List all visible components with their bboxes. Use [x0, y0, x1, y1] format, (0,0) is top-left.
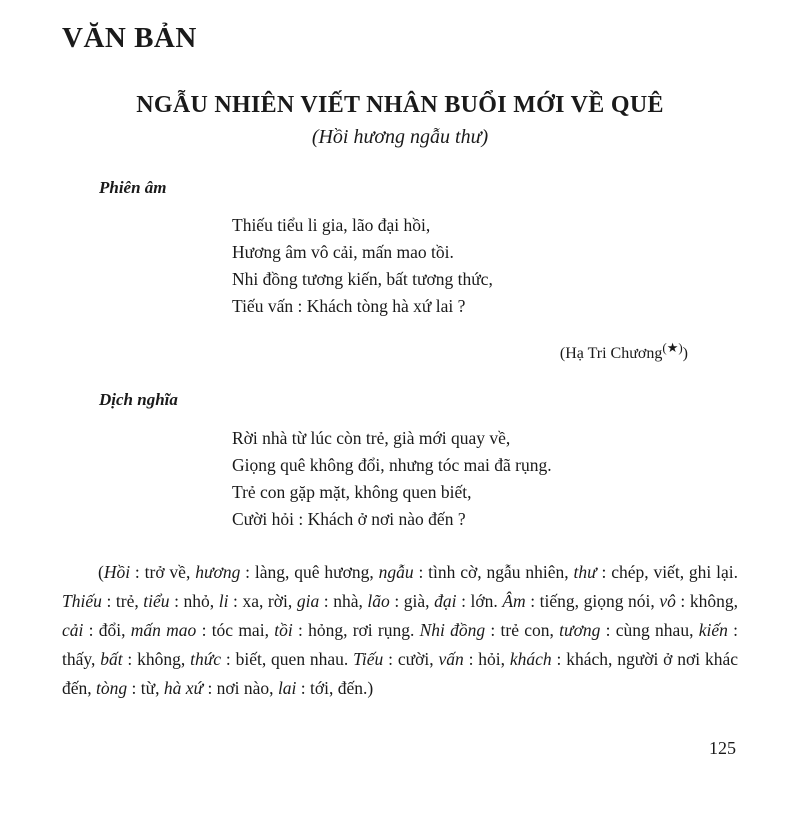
verse-line: Rời nhà từ lúc còn trẻ, già mới quay về, — [232, 428, 511, 448]
glossary-definition: : tóc mai, — [196, 620, 275, 640]
glossary-term: thức — [190, 649, 222, 669]
poem-subtitle: (Hồi hương ngẫu thư) — [311, 126, 489, 148]
verse-line: Hương âm vô cải, mấn mao tồi. — [232, 242, 454, 262]
glossary-term: Hồi — [103, 562, 131, 582]
verse-line: Thiếu tiểu li gia, lão đại hồi, — [232, 215, 431, 235]
glossary-term: cải — [62, 620, 84, 640]
notes-body — [62, 562, 738, 698]
author-name: (Hạ Tri Chương — [559, 345, 663, 362]
glossary-definition: : trẻ con, — [485, 620, 560, 640]
glossary-term: tương — [559, 620, 601, 640]
page-number: 125 — [709, 738, 736, 758]
glossary-definition: : đổi, — [83, 620, 131, 640]
glossary-term: đại — [434, 591, 457, 611]
glossary-definition: : già, — [389, 591, 435, 611]
glossary-term: lai — [277, 678, 297, 698]
phien-am-verse — [232, 212, 493, 320]
glossary-term: tồi — [274, 620, 293, 640]
verse-line: Nhi đồng tương kiến, bất tương thức, — [232, 269, 493, 289]
glossary-term: hà xứ — [163, 678, 204, 698]
glossary-definition: : trở về, — [130, 562, 196, 582]
glossary-term: Nhi đồng — [419, 620, 486, 640]
glossary-definition: : không, — [675, 591, 738, 611]
glossary-term: gia — [296, 591, 320, 611]
verse-line: Trẻ con gặp mặt, không quen biết, — [232, 482, 472, 502]
glossary-definition: : tới, đến. — [296, 678, 368, 698]
glossary-definition: : khách, người ở nơi khác đến, — [62, 649, 739, 698]
glossary-term: Tiếu — [353, 649, 384, 669]
glossary-term: vấn — [438, 649, 464, 669]
glossary-definition: : chép, viết, ghi lại. — [596, 562, 738, 582]
glossary-term: ngẫu — [378, 562, 414, 582]
glossary-term: kiến — [698, 620, 728, 640]
section-heading: VĂN BẢN — [62, 22, 197, 54]
glossary-term: tiểu — [143, 591, 170, 611]
glossary-definition: : trẻ, — [101, 591, 144, 611]
glossary-term: Thiếu — [62, 591, 102, 611]
glossary-definition: : từ, — [127, 678, 164, 698]
glossary-definition: : thấy, — [62, 620, 738, 669]
glossary-term: thư — [573, 562, 597, 582]
notes-close: ) — [367, 678, 374, 698]
glossary-definition: : làng, quê hương, — [240, 562, 379, 582]
glossary-definition: : hỏi, — [463, 649, 510, 669]
glossary-term: mấn mao — [130, 620, 197, 640]
phien-am-label: Phiên âm — [99, 178, 167, 197]
glossary-term: tòng — [96, 678, 128, 698]
glossary-term: bất — [100, 649, 123, 669]
glossary-definition: : không, — [122, 649, 191, 669]
glossary-definition: : lớn. — [456, 591, 503, 611]
notes-open: ( — [98, 562, 104, 582]
footnote-marker: (★) — [662, 340, 683, 355]
glossary-term: hương — [195, 562, 241, 582]
glossary-term: vô — [659, 591, 676, 611]
glossary-term: lão — [367, 591, 390, 611]
glossary-definition: : nhà, — [319, 591, 368, 611]
author-attribution — [560, 340, 688, 363]
dich-nghia-verse — [232, 425, 552, 533]
verse-line: Cười hỏi : Khách ở nơi nào đến ? — [232, 509, 466, 529]
glossary-definition: : xa, rời, — [228, 591, 297, 611]
glossary-definition: : tình cờ, ngẫu nhiên, — [413, 562, 574, 582]
author-close: ) — [682, 345, 688, 362]
verse-line: Tiếu vấn : Khách tòng hà xứ lai ? — [232, 296, 466, 316]
glossary-notes — [62, 558, 738, 703]
glossary-term: li — [218, 591, 229, 611]
glossary-definition: : nơi nào, — [203, 678, 278, 698]
glossary-definition: : nhỏ, — [169, 591, 219, 611]
glossary-definition: : tiếng, giọng nói, — [525, 591, 660, 611]
poem-title: NGẪU NHIÊN VIẾT NHÂN BUỔI MỚI VỀ QUÊ — [136, 92, 664, 118]
glossary-definition: : biết, quen nhau. — [221, 649, 354, 669]
glossary-definition: : hỏng, rơi rụng. — [292, 620, 420, 640]
dich-nghia-label: Dịch nghĩa — [99, 390, 178, 409]
glossary-term: Âm — [502, 591, 526, 611]
glossary-definition: : cùng nhau, — [600, 620, 699, 640]
glossary-term: khách — [509, 649, 552, 669]
verse-line: Giọng quê không đổi, nhưng tóc mai đã rụng. — [232, 455, 552, 475]
glossary-definition: : cười, — [383, 649, 439, 669]
